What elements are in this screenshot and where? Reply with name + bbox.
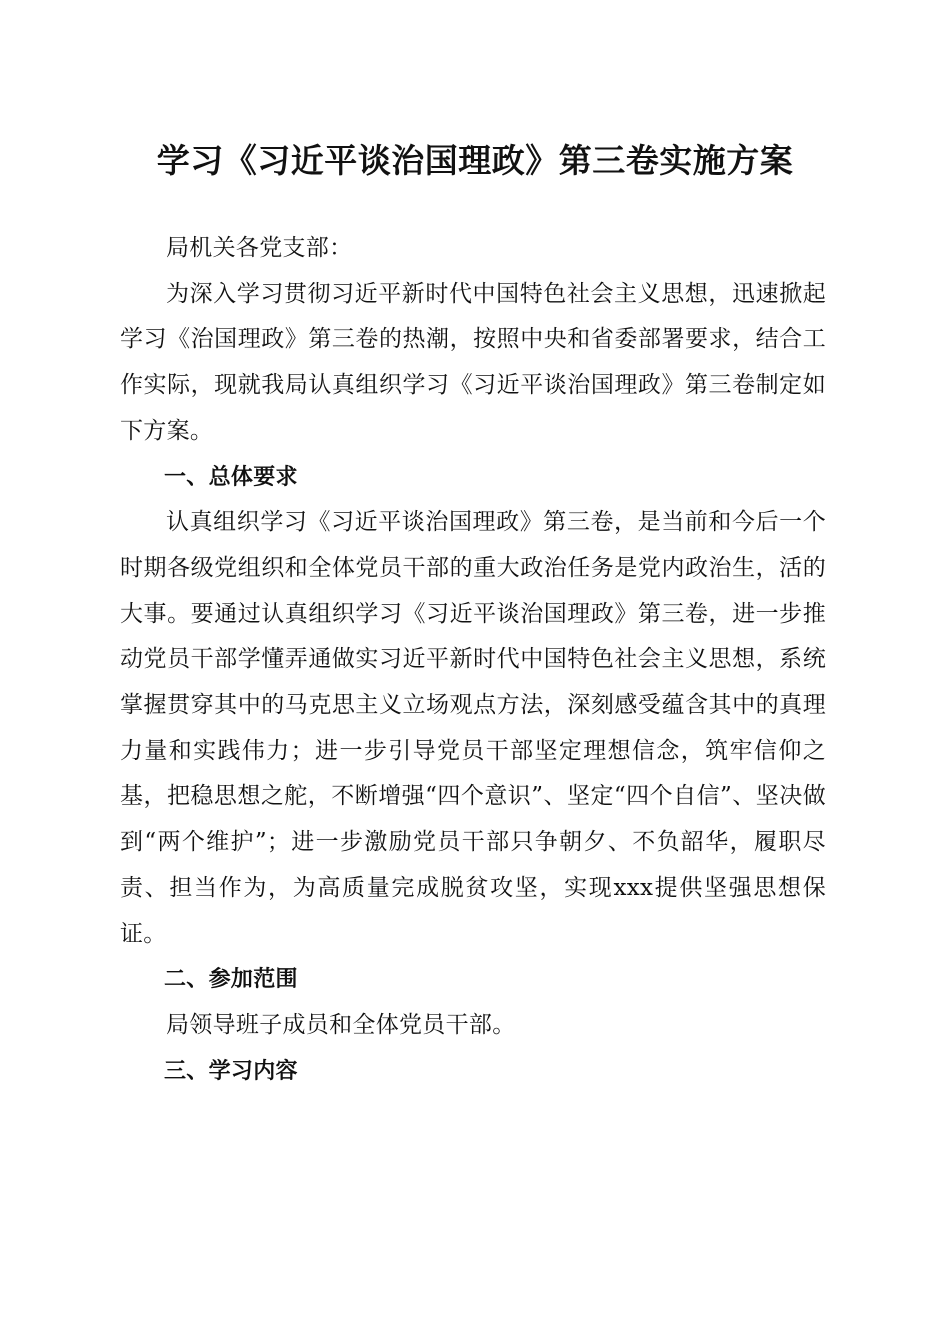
document-body [120, 226, 826, 1094]
section-heading-participants: 二、参加范围 [164, 967, 298, 993]
document-title: 学习《习近平谈治国理政》第三卷实施方案 [156, 141, 794, 180]
section-heading-study-content: 三、学习内容 [164, 1058, 298, 1084]
section-heading-general-requirements: 一、总体要求 [164, 464, 298, 490]
section-paragraph: 认真组织学习《习近平谈治国理政》第三卷，是当前和今后一个时期各级党组织和全体党员干部的重大政治任务是党内政治生，活的大事。要通过认真组织学习《习近平谈治国理政》第三卷，进一步推动党员干部学懂弄通做实习近平新时代中国特色社会主义思想，系统掌握贯穿其中的马克思主义立场观点方法，深刻感受蕴含其中的真理力量和实践伟力；进一步引导党员干部坚定理想信念，筑牢信仰之基，把稳思想之舵，不断增强“四个意识”、坚定“四个自信”、坚决做到“两个维护”；进一步激励党员干部只争朝夕、不负韶华，履职尽责、担当作为，为高质量完成脱贫攻坚，实现xxx提供坚强思想保证。 [120, 509, 826, 947]
intro-paragraph: 为深入学习贯彻习近平新时代中国特色社会主义思想，迅速掀起学习《治国理政》第三卷的热潮，按照中央和省委部署要求，结合工作实际，现就我局认真组织学习《习近平谈治国理政》第三卷制定如下方案。 [120, 280, 826, 444]
section-paragraph: 局领导班子成员和全体党员干部。 [166, 1011, 516, 1038]
salutation: 局机关各党支部： [166, 235, 353, 261]
